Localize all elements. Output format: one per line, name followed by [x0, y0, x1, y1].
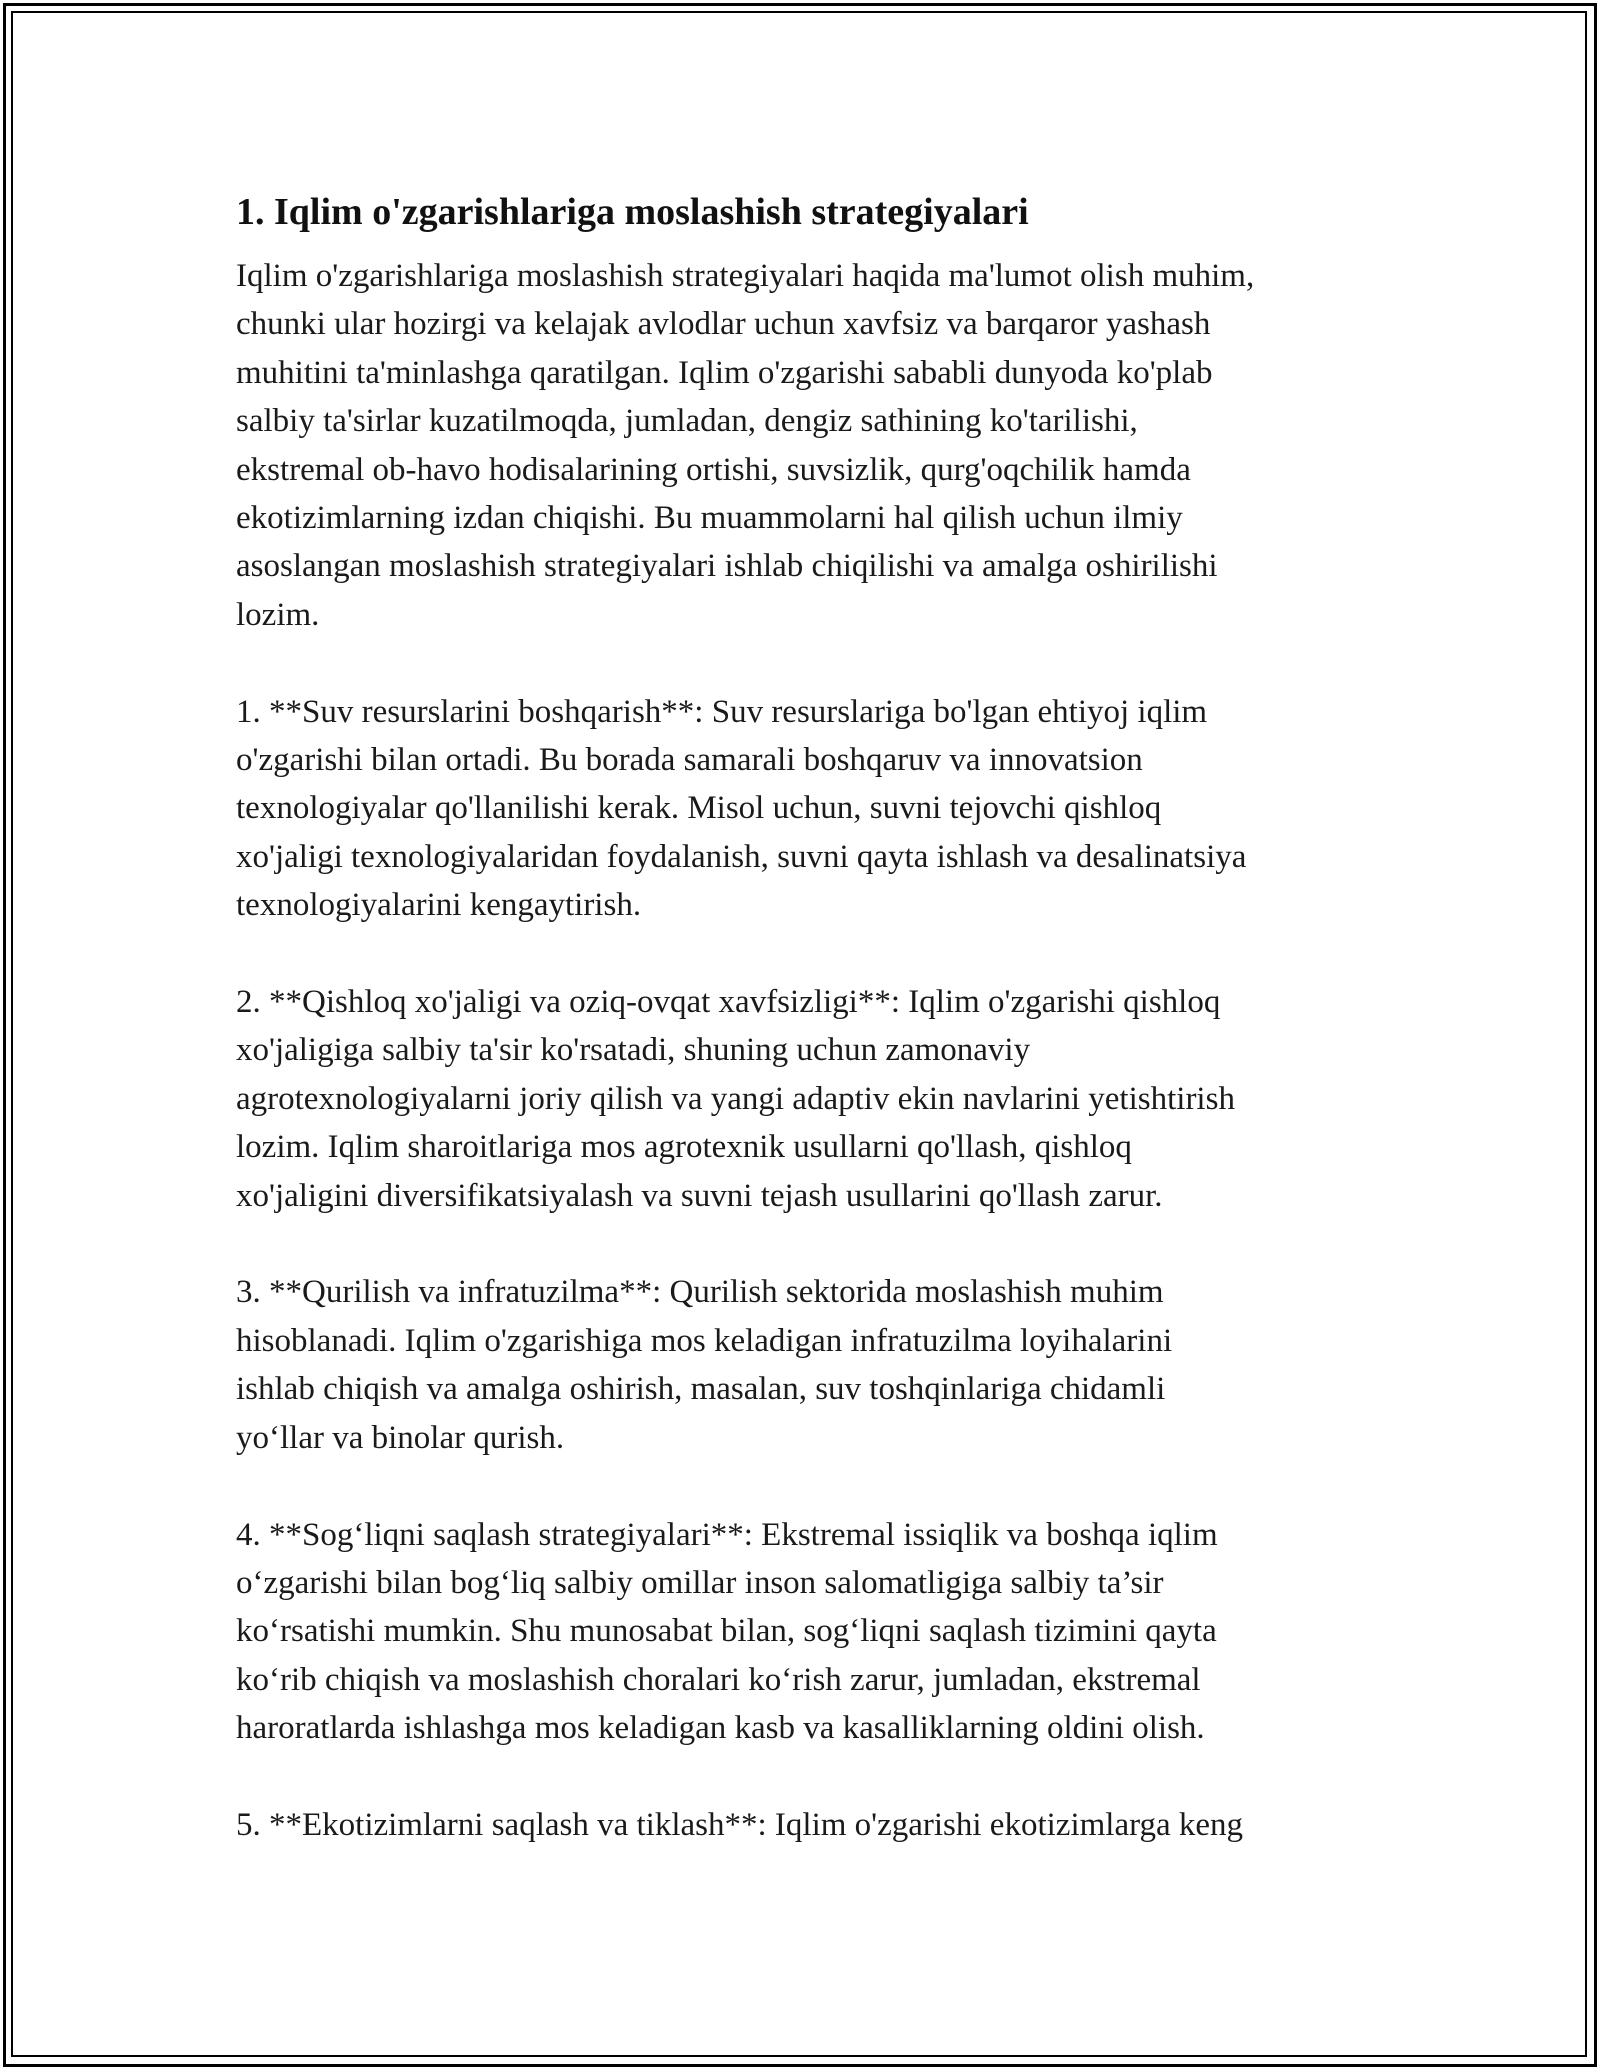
- list-item-agriculture: [236, 978, 1396, 1220]
- list-item-water-resources: [236, 688, 1396, 930]
- list-item-construction: [236, 1268, 1396, 1462]
- paragraph-line: lozim. Iqlim sharoitlariga mos agrotexnik usullarni qo'llash, qishloq: [236, 1129, 1132, 1166]
- paragraph-line: xo'jaligiga salbiy ta'sir ko'rsatadi, shuning uchun zamonaviy: [236, 1032, 1031, 1069]
- paragraph-line: chunki ular hozirgi va kelajak avlodlar uchun xavfsiz va barqaror yashash: [236, 306, 1211, 343]
- paragraph-line: salbiy ta'sirlar kuzatilmoqda, jumladan, dengiz sathining ko'tarilishi,: [236, 403, 1138, 440]
- paragraph-line: 4. **Sog‘liqni saqlash strategiyalari**: Ekstremal issiqlik va boshqa iqlim: [236, 1516, 1218, 1553]
- list-item-ecosystems: [236, 1801, 1396, 1849]
- paragraph-line: hisoblanadi. Iqlim o'zgarishiga mos keladigan infratuzilma loyihalarini: [236, 1322, 1173, 1359]
- paragraph-line: o'zgarishi bilan ortadi. Bu borada samarali boshqaruv va innovatsion: [236, 742, 1143, 779]
- paragraph-line: Iqlim o'zgarishlariga moslashish strategiyalari haqida ma'lumot olish muhim,: [236, 258, 1255, 294]
- paragraph-line: ko‘rib chiqish va moslashish choralari ko‘rish zarur, jumladan, ekstremal: [236, 1661, 1201, 1698]
- paragraph-line: ishlab chiqish va amalga oshirish, masalan, suv toshqinlariga chidamli: [236, 1371, 1166, 1408]
- paragraph-line: agrotexnologiyalarni joriy qilish va yangi adaptiv ekin navlarini yetishtirish: [236, 1080, 1235, 1117]
- document-body: [236, 186, 1396, 1849]
- paragraph-line: muhitini ta'minlashga qaratilgan. Iqlim o'zgarishi sababli dunyoda ko'plab: [236, 354, 1213, 391]
- paragraph-line: yo‘llar va binolar qurish.: [236, 1419, 565, 1456]
- paragraph-line: texnologiyalarini kengaytirish.: [236, 887, 642, 924]
- page-title: 1. Iqlim o'zgarishlariga moslashish strategiyalari: [236, 191, 1029, 233]
- paragraph-line: 5. **Ekotizimlarni saqlash va tiklash**: Iqlim o'zgarishi ekotizimlarga keng: [236, 1806, 1244, 1843]
- paragraph-line: ekstremal ob-havo hodisalarining ortishi, suvsizlik, qurg'oqchilik hamda: [236, 451, 1191, 488]
- intro-paragraph: [236, 252, 1396, 639]
- paragraph-line: 2. **Qishloq xo'jaligi va oziq-ovqat xavfsizligi**: Iqlim o'zgarishi qishloq: [236, 984, 1221, 1021]
- paragraph-line: xo'jaligi texnologiyalaridan foydalanish, suvni qayta ishlash va desalinatsiya: [236, 838, 1247, 875]
- paragraph-line: haroratlarda ishlashga mos keladigan kasb va kasalliklarning oldini olish.: [236, 1710, 1205, 1747]
- paragraph-line: texnologiyalar qo'llanilishi kerak. Misol uchun, suvni tejovchi qishloq: [236, 790, 1162, 827]
- paragraph-line: xo'jaligini diversifikatsiyalash va suvni tejash usullarini qo'llash zarur.: [236, 1177, 1163, 1214]
- paragraph-line: 1. **Suv resurslarini boshqarish**: Suv resurslariga bo'lgan ehtiyoj iqlim: [236, 693, 1208, 730]
- paragraph-line: o‘zgarishi bilan bog‘liq salbiy omillar inson salomatligiga salbiy ta’sir: [236, 1564, 1164, 1601]
- paragraph-line: ekotizimlarning izdan chiqishi. Bu muammolarni hal qilish uchun ilmiy: [236, 500, 1183, 537]
- paragraph-line: 3. **Qurilish va infratuzilma**: Qurilish sektorida moslashish muhim: [236, 1274, 1164, 1311]
- paragraph-line: ko‘rsatishi mumkin. Shu munosabat bilan, sog‘liqni saqlash tizimini qayta: [236, 1613, 1217, 1650]
- list-item-health: [236, 1511, 1396, 1753]
- paragraph-line: lozim.: [236, 596, 320, 633]
- paragraph-line: asoslangan moslashish strategiyalari ishlab chiqilishi va amalga oshirilishi: [236, 548, 1218, 585]
